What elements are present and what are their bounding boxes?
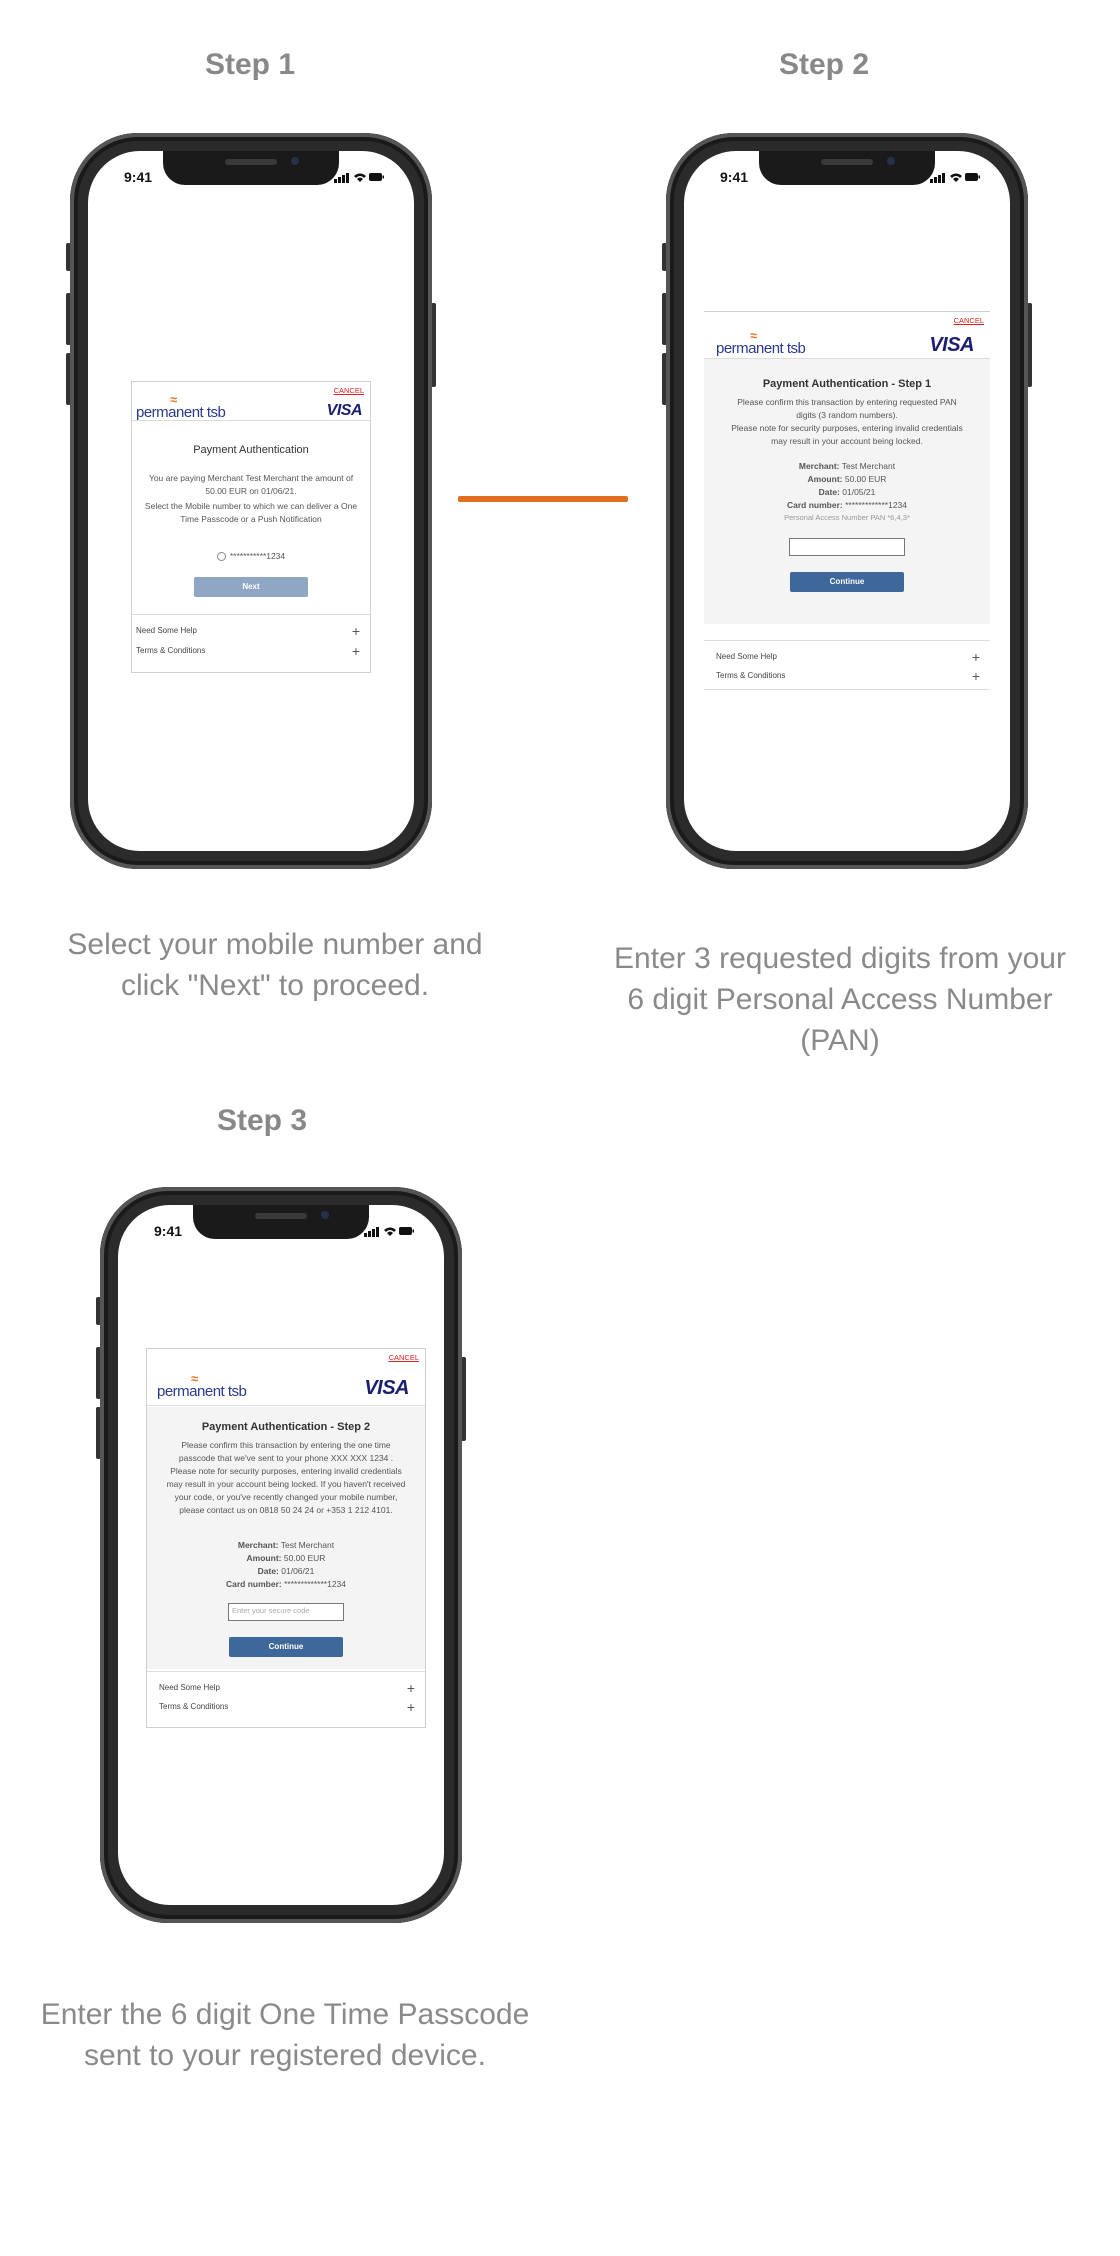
need-help-accordion[interactable]: Need Some Help + bbox=[136, 623, 360, 639]
step-2-title: Step 2 bbox=[778, 48, 870, 81]
plus-icon: + bbox=[406, 1680, 415, 1696]
card-heading: Payment Authentication - Step 2 bbox=[201, 1421, 371, 1433]
cancel-link[interactable]: CANCEL bbox=[388, 1353, 419, 1362]
merchant-row: Merchant: Test Merchant bbox=[237, 1540, 335, 1550]
flame-icon: ≈ bbox=[191, 1371, 198, 1386]
need-help-accordion[interactable]: Need Some Help + bbox=[159, 1680, 415, 1696]
phone-step-2 bbox=[666, 133, 1028, 869]
card-body: Please confirm this transaction by entering requested PAN digits (3 random numbers). bbox=[737, 397, 957, 420]
step-3-title: Step 3 bbox=[216, 1104, 308, 1137]
card-number-row: Card number: *************1234 bbox=[225, 1579, 347, 1589]
status-icons bbox=[364, 1225, 414, 1237]
terms-accordion[interactable]: Terms & Conditions + bbox=[136, 643, 360, 659]
pan-hint: Personal Access Number PAN *6,4,3* bbox=[784, 513, 910, 522]
status-icons bbox=[334, 171, 384, 183]
card-heading: Payment Authentication bbox=[193, 444, 309, 456]
card-body-2: Please note for security purposes, entering invalid credentials may result in your account being locked. bbox=[731, 423, 963, 446]
radio-button[interactable] bbox=[217, 552, 226, 561]
continue-button[interactable]: Continue bbox=[790, 572, 904, 592]
auth-card bbox=[146, 1348, 426, 1728]
card-heading: Payment Authentication - Step 1 bbox=[762, 378, 932, 390]
step-1-caption: Select your mobile number and click "Next" to proceed. bbox=[67, 928, 483, 1002]
plus-icon: + bbox=[351, 623, 360, 639]
step-2-caption: Enter 3 requested digits from your 6 digit Personal Access Number (PAN) bbox=[614, 942, 1066, 1057]
step-1-title: Step 1 bbox=[204, 48, 296, 81]
terms-accordion[interactable]: Terms & Conditions + bbox=[716, 668, 980, 684]
pan-digits-input[interactable] bbox=[789, 538, 905, 556]
plus-icon: + bbox=[971, 668, 980, 684]
status-time: 9:41 bbox=[154, 1223, 183, 1239]
auth-card bbox=[704, 311, 990, 704]
card-number-row: Card number: *************1234 bbox=[786, 500, 908, 510]
flame-icon: ≈ bbox=[750, 328, 757, 343]
auth-card bbox=[131, 381, 371, 673]
permanent-tsb-logo: ≈ permanent tsb bbox=[716, 328, 806, 357]
permanent-tsb-logo: ≈ permanent tsb bbox=[157, 1371, 247, 1400]
status-time: 9:41 bbox=[124, 169, 153, 185]
terms-accordion[interactable]: Terms & Conditions + bbox=[159, 1699, 415, 1715]
secure-code-input[interactable]: Enter your secure code bbox=[228, 1603, 344, 1621]
visa-logo: VISA bbox=[929, 334, 974, 356]
card-body: Please confirm this transaction by entering the one time passcode that we've sent to your phone XXX XXX 1234 . Please note for security purposes, entering invalid credentials may result in your account being locked. If you haven't received your code, or you've recently changed your mobile number, please contact us on 0818 50 24 24 or +353 1 212 4101. bbox=[166, 1440, 406, 1515]
date-row: Date: 01/05/21 bbox=[818, 487, 876, 497]
status-time: 9:41 bbox=[720, 169, 749, 185]
phone-step-1 bbox=[70, 133, 432, 869]
step-connector bbox=[458, 496, 628, 502]
merchant-row: Merchant: Test Merchant bbox=[798, 461, 896, 471]
cancel-link[interactable]: CANCEL bbox=[953, 316, 984, 325]
continue-button[interactable]: Continue bbox=[229, 1637, 343, 1657]
date-row: Date: 01/06/21 bbox=[257, 1566, 315, 1576]
mobile-option[interactable]: ***********1234 bbox=[142, 550, 360, 563]
card-body: You are paying Merchant Test Merchant the amount of 50.00 EUR on 01/06/21. bbox=[148, 473, 354, 496]
amount-row: Amount: 50.00 EUR bbox=[246, 1553, 326, 1563]
phone-step-3 bbox=[100, 1187, 462, 1923]
amount-row: Amount: 50.00 EUR bbox=[807, 474, 887, 484]
plus-icon: + bbox=[406, 1699, 415, 1715]
cancel-link[interactable]: CANCEL bbox=[333, 386, 364, 395]
visa-logo: VISA bbox=[326, 402, 362, 419]
step-3-caption: Enter the 6 digit One Time Passcode sent to your registered device. bbox=[40, 1998, 530, 2072]
permanent-tsb-logo: ≈ permanent tsb bbox=[136, 392, 226, 421]
need-help-accordion[interactable]: Need Some Help + bbox=[716, 649, 980, 665]
status-icons bbox=[930, 171, 980, 183]
plus-icon: + bbox=[971, 649, 980, 665]
next-button[interactable]: Next bbox=[194, 577, 308, 597]
flame-icon: ≈ bbox=[170, 392, 177, 407]
card-body-2: Select the Mobile number to which we can deliver a One Time Passcode or a Push Notification bbox=[144, 501, 358, 524]
visa-logo: VISA bbox=[364, 1377, 409, 1399]
plus-icon: + bbox=[351, 643, 360, 659]
